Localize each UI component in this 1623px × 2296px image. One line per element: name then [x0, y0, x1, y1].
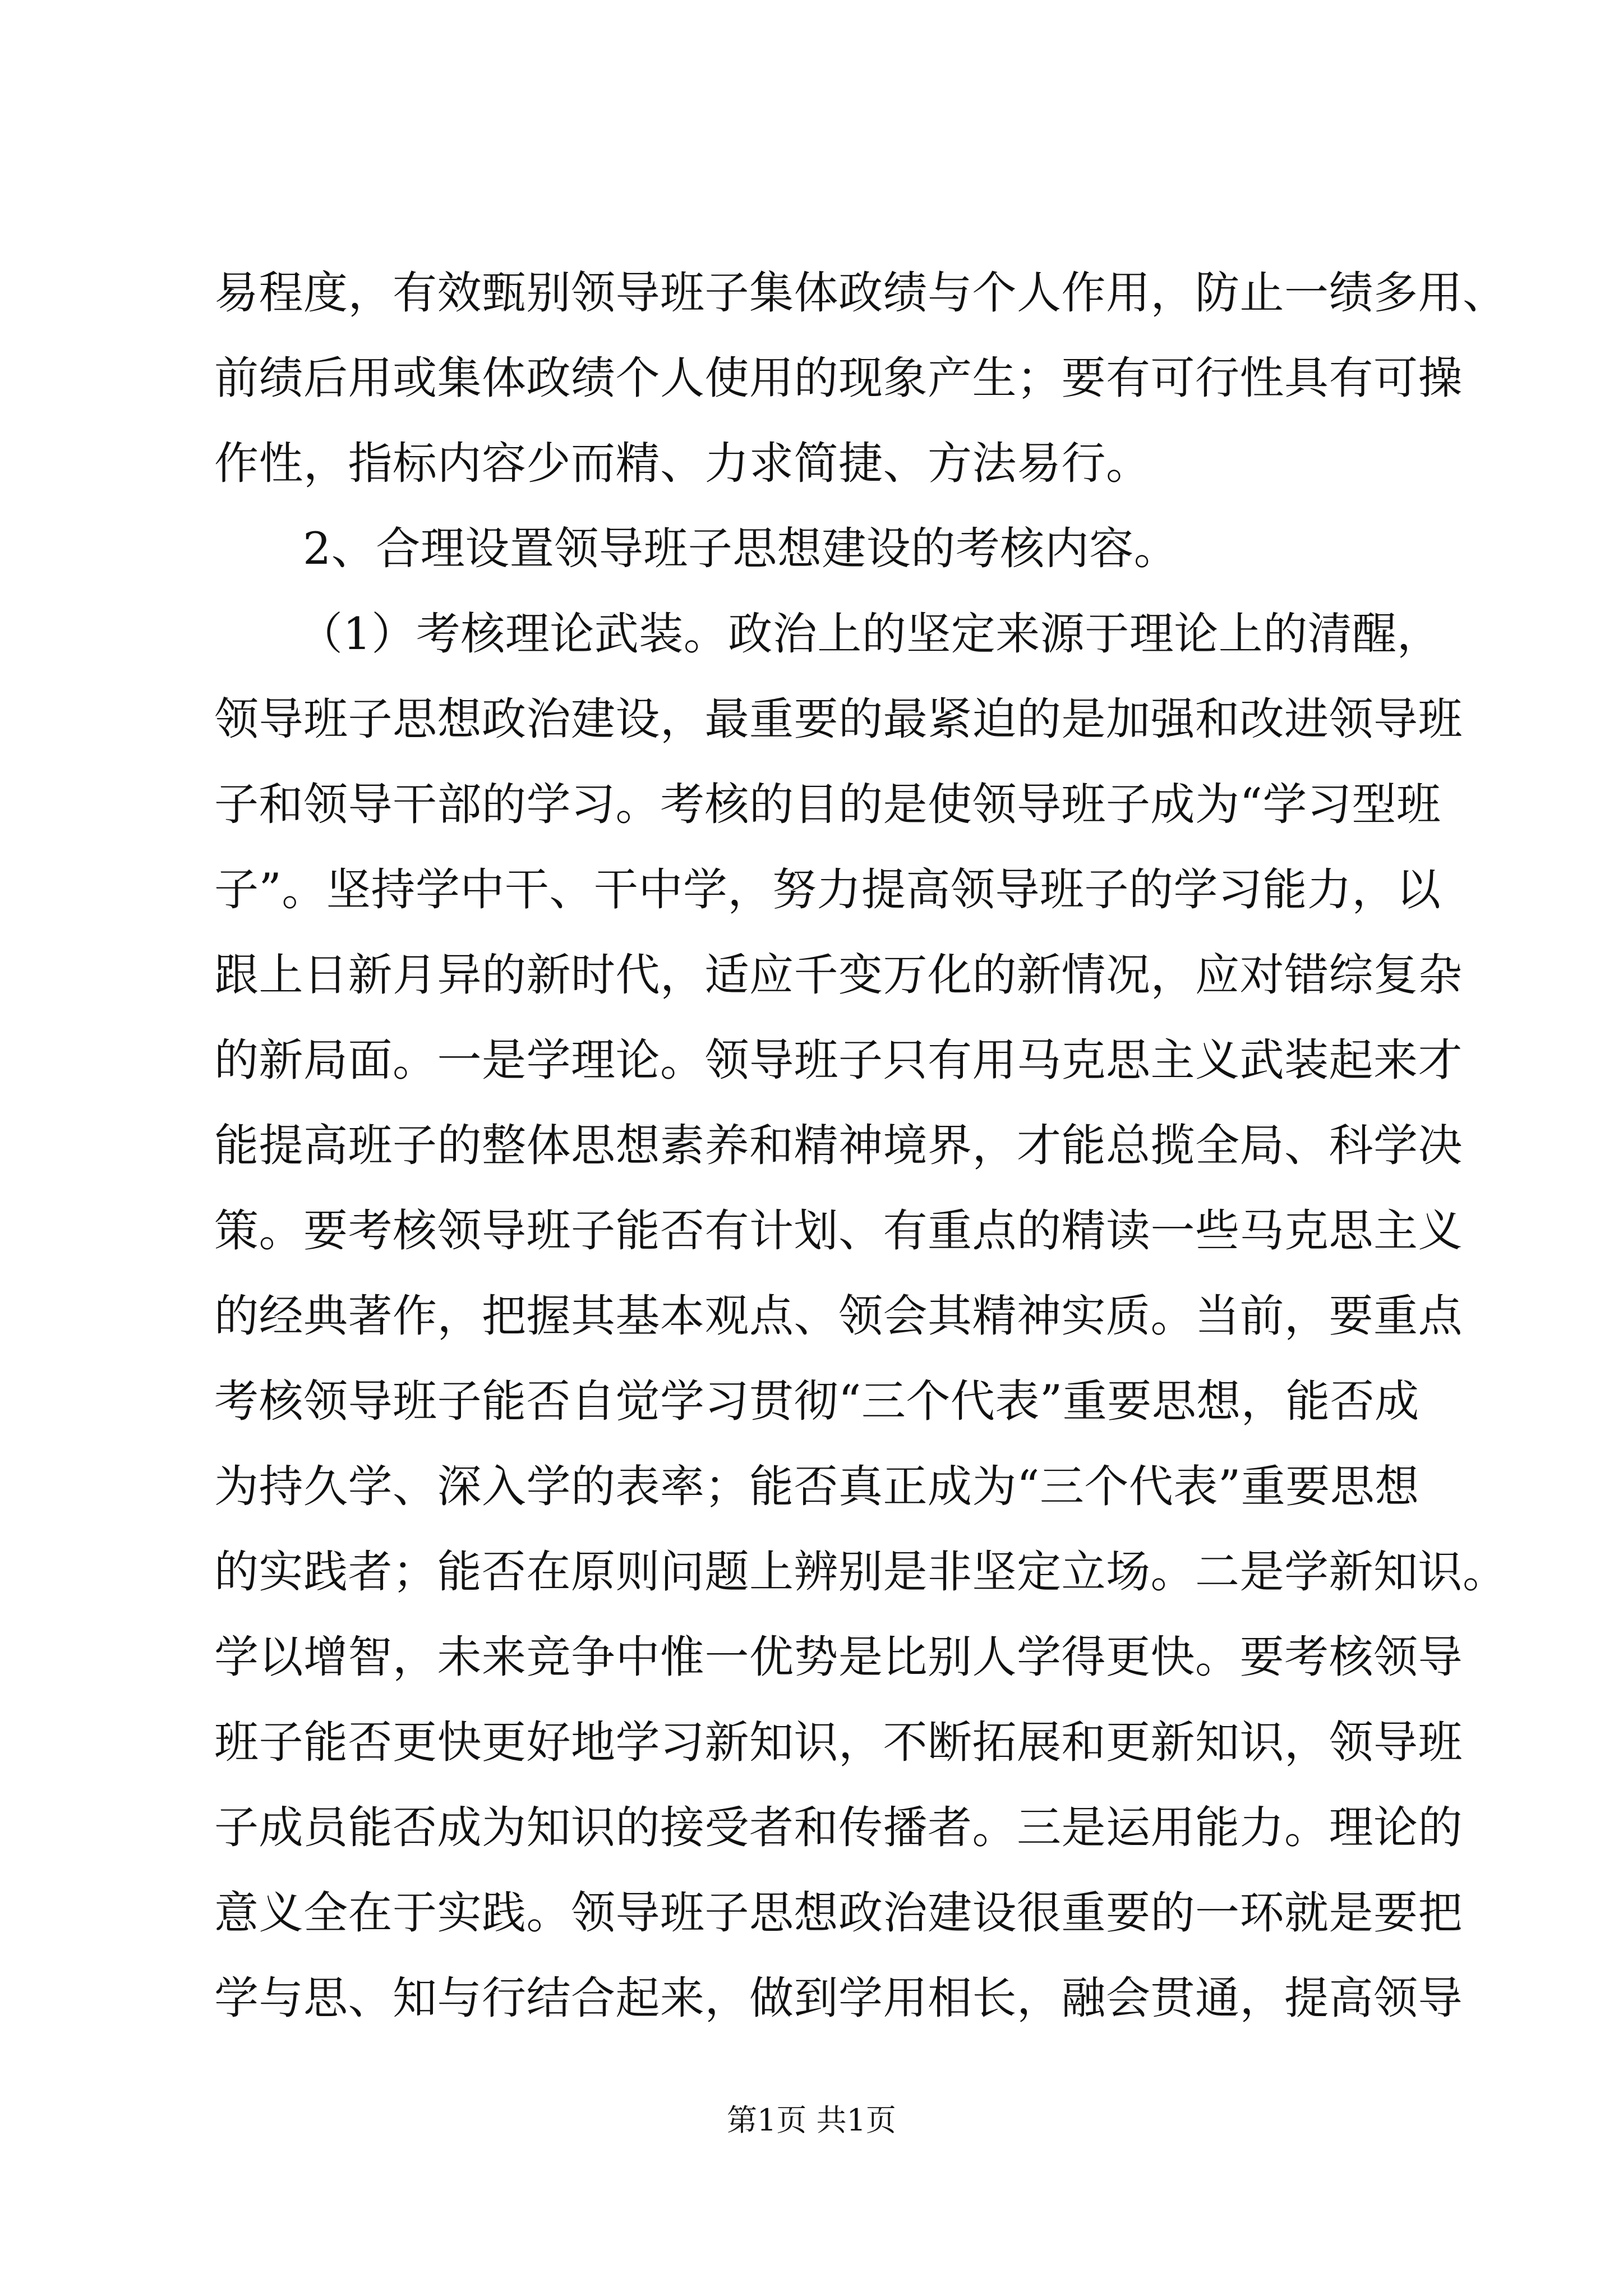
- text-line: 能提高班子的整体思想素养和精神境界，才能总揽全局、科学决: [214, 1120, 1463, 1171]
- text-line: 易程度，有效甄别领导班子集体政绩与个人作用，防止一绩多用、: [214, 267, 1507, 319]
- text-line: 为持久学、深入学的表率；能否真正成为“三个代表”重要思想: [214, 1461, 1419, 1512]
- text-line: 作性，指标内容少而精、力求简捷、方法易行。: [214, 438, 1151, 489]
- text-line: 领导班子思想政治建设，最重要的最紧迫的是加强和改进领导班: [214, 693, 1463, 745]
- text-line: 前绩后用或集体政绩个人使用的现象产生；要有可行性具有可操: [214, 352, 1463, 404]
- text-line: 意义全在于实践。领导班子思想政治建设很重要的一环就是要把: [214, 1887, 1463, 1939]
- text-line: 班子能否更快更好地学习新知识，不断拓展和更新知识，领导班: [214, 1717, 1463, 1768]
- text-line: 策。要考核领导班子能否有计划、有重点的精读一些马克思主义: [214, 1205, 1463, 1257]
- text-line: 子和领导干部的学习。考核的目的是使领导班子成为“学习型班: [214, 779, 1441, 830]
- text-line: 的实践者；能否在原则问题上辨别是非坚定立场。二是学新知识。: [214, 1546, 1507, 1598]
- text-line: 子”。坚持学中干、干中学，努力提高领导班子的学习能力，以: [214, 864, 1441, 915]
- paragraph-start: （1）考核理论武装。政治上的坚定来源于理论上的清醒，: [298, 608, 1442, 660]
- page-footer: [0, 2098, 1623, 2143]
- text-line: 的新局面。一是学理论。领导班子只有用马克思主义武装起来才: [214, 1034, 1463, 1086]
- document-body: [214, 250, 1507, 2041]
- text-line: 的经典著作，把握其基本观点、领会其精神实质。当前，要重点: [214, 1290, 1463, 1342]
- text-line: 考核领导班子能否自觉学习贯彻“三个代表”重要思想，能否成: [214, 1375, 1419, 1427]
- section-heading: 2、合理设置领导班子思想建设的考核内容。: [303, 523, 1179, 574]
- text-line: 学与思、知与行结合起来，做到学用相长，融会贯通，提高领导: [214, 1972, 1463, 2024]
- text-line: 学以增智，未来竞争中惟一优势是比别人学得更快。要考核领导: [214, 1631, 1463, 1683]
- text-line: 跟上日新月异的新时代，适应千变万化的新情况，应对错综复杂: [214, 949, 1463, 1001]
- text-line: 子成员能否成为知识的接受者和传播者。三是运用能力。理论的: [214, 1802, 1463, 1853]
- page-number: 第1页 共1页: [727, 2102, 896, 2138]
